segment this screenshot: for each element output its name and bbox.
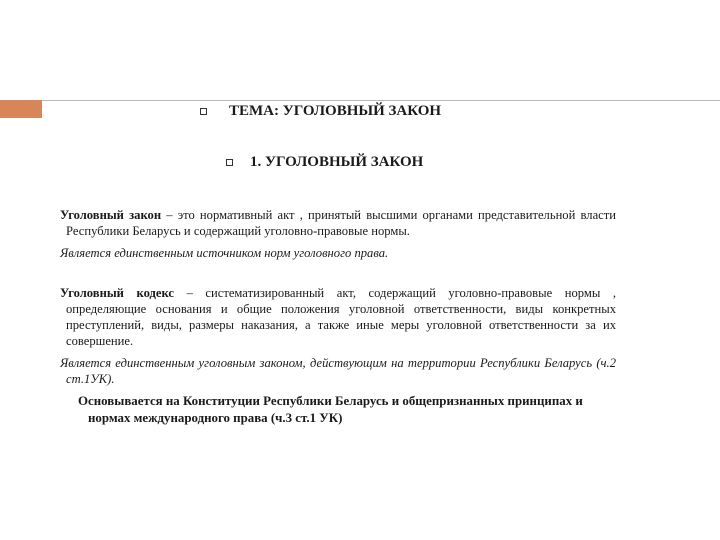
accent-bar [0, 100, 42, 118]
square-bullet-icon [200, 108, 207, 115]
code-definition [60, 285, 616, 349]
content-body [60, 207, 616, 427]
basis-statement: Основывается на Конституции Республики Беларусь и общепризнанных принципах и нормах международного права (ч.3 ст.1 УК) [78, 394, 583, 425]
law-term: Уголовный закон [60, 208, 162, 222]
code-term: Уголовный кодекс [60, 286, 175, 300]
square-bullet-icon [226, 159, 233, 166]
law-definition [60, 207, 616, 239]
law-definition-text: – это нормативный акт , принятый высшими органами представительной власти Республики Беларусь и содержащий уголовно-правовые нормы. [66, 208, 616, 238]
law-note: Является единственным источником норм уголовного права. [60, 246, 389, 260]
header-rule [42, 100, 720, 101]
slide-subtitle: 1. УГОЛОВНЫЙ ЗАКОН [250, 154, 424, 170]
code-definition-text: – систематизированный акт, содержащий уголовно-правовые нормы , определяющие основания и общие положения уголовной ответственности, виды конкретных преступлений, виды, размеры наказания, а также иные меры уголовной ответственности за их совершение. [66, 286, 617, 348]
slide-title: ТЕМА: УГОЛОВНЫЙ ЗАКОН [229, 103, 442, 119]
code-note: Является единственным уголовным законом, действующим на территории Республики Беларусь (ч.2 ст.1УК). [60, 356, 616, 386]
